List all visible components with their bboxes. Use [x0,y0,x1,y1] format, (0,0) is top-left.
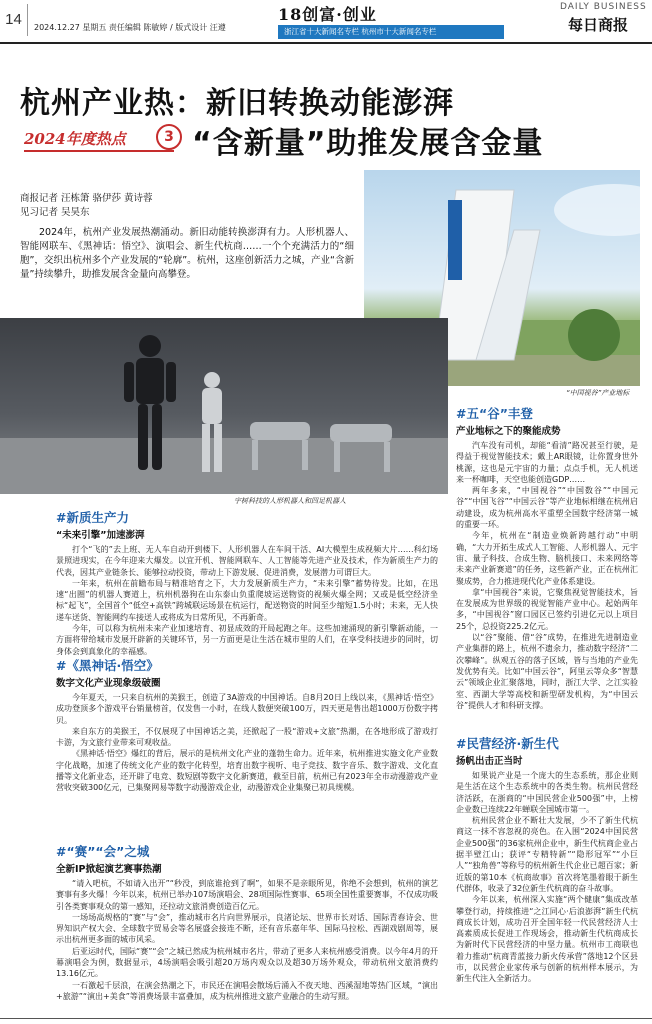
year-hotspot-badge [24,122,184,156]
section-events-city: #“赛”“会”之城 全新IP掀起演艺赛事热潮 “请入吧杭，不如请入出开”“秒没，到底谁抢到了啊”，如果不是亲眼所见，你绝不会想到，杭州的演艺赛事有多火爆！今年以来，杭州已举办107场演唱会、28项国际性赛事、65项全国性重要赛事，不仅成功吸引各类赛事观众的第一感知，还拉动文旅消费创造百亿元。 一场场高规格的“赛”与“会”，推动城市名片向世界展示，良渚论坛、世界市长对话、国际青春诗会、世界知识产权大会、全球数字贸易会等名展盛会接连不断，还有音乐嘉年华、国际马拉松、西湖戏剧周等，展示出杭州更多面的城市风采。 后亚运时代，国际“赛”“会”之城已然成为杭州城市名片，带动了更多人来杭州感受消费。以今年4月的开幕演唱会为例，数据显示，4场演唱会吸引超20万场内观众以及超30万场外观众，带动杭州文旅消费约13.16亿元。 一石激起千层浪，在演会热潮之下，市民还在演唱会散场后涌入不夜天地、西溪湿地等热门区域，“演出+旅游”“演出+美食”等消费场景丰富叠加，成为杭州推进文旅产业融合的生动写照。 [56,844,438,1001]
section-title: 18创富·创业 [278,5,377,24]
badge-number: 3 [156,124,182,150]
page-number: 14 [0,4,28,36]
issue-info: 2024.12.27 星期五 责任编辑 陈敏婷 / 版式设计 汪遵 [34,23,226,32]
sub-headline: “含新量”助推发展含金量 [192,126,544,161]
badge-underline [24,150,174,152]
byline-reporters: 商报记者 汪栋箫 骆伊莎 黄诗蓉 [20,193,153,204]
section-subtitle: 全新IP掀起演艺赛事热潮 [56,864,162,875]
section-new-productivity: #新质生产力 “未来引擎”加速澎湃 打个“飞的”去上班、无人车自动开到楼下、人形机器人在车间干活、AI大模型生成视频大片……科幻场景照进现实，在今年迎来大爆发。以宜开机、智能网联车、人工智能等先进产业及技术，作为新质生产力的代表，因其产业链条长、能够拉动投资，带动上下游发展、促进消费，发展潜力可谓巨大。 一年来，杭州在前瞻布局与精准培育之下，大力发展新质生产力，“未来引擎”蓄势待发。比如，在迅速“出圈”的机器人赛道上，杭州机器狗在山东泰山负重爬坡运送物资的视频火爆全网；又或是低空经济坐标“起飞”，全国首个“低空+高铁”跨城联运场景在杭运行，配送物资的时间至少缩短1.5小时；未来，无人快递车送货、智能网约车接送人或将成为日常所见，不再新奇。 今年，可以称为杭州未来产业加速培育、初显成效的开局起跑之年。这些加速涌现的新引擎新动能，一方面将带给城市发展开辟新的关键环节，另一方面更是让生活在城市里的人们，在享受科技进步的同时，切身体会到真象化的幸福感。 [56,510,438,656]
section-black-myth: #《黑神话·悟空》 数字文化产业现象级破圈 今年夏天，一只来自杭州的美猴王，创造了3A游戏的中国神话。自8月20日上线以来，《黑神话·悟空》成功登顶多个游戏平台销量榜首，仅发售一小时，在线人数便突破100万，四天更是售出超1000万份数字拷贝。 来自东方的美猴王，不仅展现了中国神话之美，还掀起了一股“游戏+文旅”热潮，在各地形成了游戏打卡游，为文旅行业带来可观收益。 《黑神话·悟空》爆红的背后，展示的是杭州文化产业的蓬勃生命力。近年来，杭州推进实施文化产业数字化战略，加速了传统文化产业的数字化转型，培育出数字视听、电子竞技、数字音乐、数字游戏、文化直播等文化新业态，还开辟了电竞、数短剧等数字文化新赛道，截至目前，杭州已有2023年全市动漫游戏产业营收突破300亿元，已集聚网易等数字动漫游戏企业，动漫游戏企业集聚已初具规模。 [56,658,438,793]
section-title: #《黑神话·悟空》 [56,658,159,673]
column-honors-band: 浙江省十大新闻名专栏 杭州市十大新闻名专栏 [278,25,504,39]
byline-intern: 见习记者 吴昊东 [20,207,90,218]
section-title: #“赛”“会”之城 [56,844,150,859]
robots-photo-caption: 宇树科技的人形机器人和四足机器人 [234,497,346,505]
section-subtitle: 数字文化产业现象级破圈 [56,678,161,689]
section-title: #新质生产力 [56,510,129,525]
robots-illustration [0,318,448,494]
main-headline: 杭州产业热：新旧转换动能澎湃 [20,86,454,121]
section-five-valleys: #五“谷”丰登 产业地标之下的聚能成势 汽车没有司机，却能“看清”路况甚至行驶，是得益于视觉智能技术；戴上AR眼镜，让你置身世外桃源，这也是元宇宙的力量；点点手机，无人机送来一杯咖啡，天空也能创造GDP…… 两年多来，“中国视谷”“中国数谷”“中国元谷”“中国飞谷”“中国云谷”等产业地标相继在杭州启动建设，成为杭州高水平重塑全国数字经济第一城的重要一环。 今年，杭州在“制造业焕新跨越行动”中明确，“大力开拓生成式人工智能、人形机器人、元宇宙、量子科技、合成生物、脑机接口、未来网络等未来产业新赛道”的任务，这些新产业，正在杭州汇聚成势，合力推进现代化产业体系建设。 拿“中国视谷”来说，它聚焦视觉智能技术，旨在发展成为世界级的视觉智能产业中心。起始两年多，“中国视谷”窗口园区已签约引进亿元以上项目25个，总投资225.2亿元。 以“谷”聚能、借“谷”成势，在推进先进制造业产业集群的路上，杭州不遗余力，推动数字经济“二次攀峰”。纵观五谷的落子区域，皆与当地的产业先发优势有关。比如“中国云谷”，阿里云等众多“智慧云”领域企业汇聚落地，同时，浙江大学、之江实验室、西湖大学等高校和新型研发机构，为“中国云谷”提供人才和科研支撑。 [456,406,638,710]
section-subtitle: 产业地标之下的聚能成势 [456,426,561,437]
lead-paragraph: 2024年，杭州产业发展热潮涌动。新旧动能转换澎湃有力。人形机器人、智能网联车、《黑神话：悟空》、演唱会、新生代杭商……一个个充满活力的“细胞”，交织出杭州多个产业发展的“轮廓”。杭州，这座创新活力之城，产业“含新量”持续攀升，助推发展含金量向高攀登。 [20,227,354,280]
footer-rule [0,1018,652,1019]
section-title: #五“谷”丰登 [456,406,533,421]
tower-photo-caption: “中国视谷”产业地标 [566,389,630,397]
section-subtitle: 扬帆出击正当时 [456,756,523,767]
section-title: #民营经济·新生代 [456,736,559,751]
section-private-economy: #民营经济·新生代 扬帆出击正当时 如果说产业是一个庞大的生态系统，那企业则是生活在这个生态系统中的各类生物。杭州民营经济活跃，在浙商的“中国民营企业500强”中，上榜企业数已连续22年蝉联全国城市第一。 杭州民营企业不断壮大发展，少不了新生代杭商这一抹不容忽视的亮色。在入围“2024中国民营企业500强”的36家杭州企业中，新生代杭商企业占据半壁江山；获评“专精特新”“隐形冠军”“小巨人”“独角兽”等称号的杭州新生代企业已超百家；新近版的第10本《杭商故事》首次将笔墨着眼于新生代群体，收录了32位新生代杭商的奋斗故事。 今年以来，杭州深入实施“两个健康”集成改革攀登行动，持续推进“之江同心·后浪澎湃”新生代杭商成长计划，成功召开全国年轻一代民营经济人士高素质成长促进工作现场会，推动新生代杭商成长为新时代下民营经济的中坚力量。杭州市工商联也着力推动“杭商青蓝接力新火传承营”落地12个区县市，以民营企业家传承与创新的杭州样本展示，为新生代注入全新活力。 [456,736,638,984]
header-rule [0,42,652,44]
section-subtitle: “未来引擎”加速澎湃 [56,530,145,541]
badge-year-label: 2024年度热点 [24,130,126,148]
paper-name: 每日商报 [568,16,629,34]
paper-name-en: DAILY BUSINESS [560,2,647,12]
robots-photo [0,318,448,494]
